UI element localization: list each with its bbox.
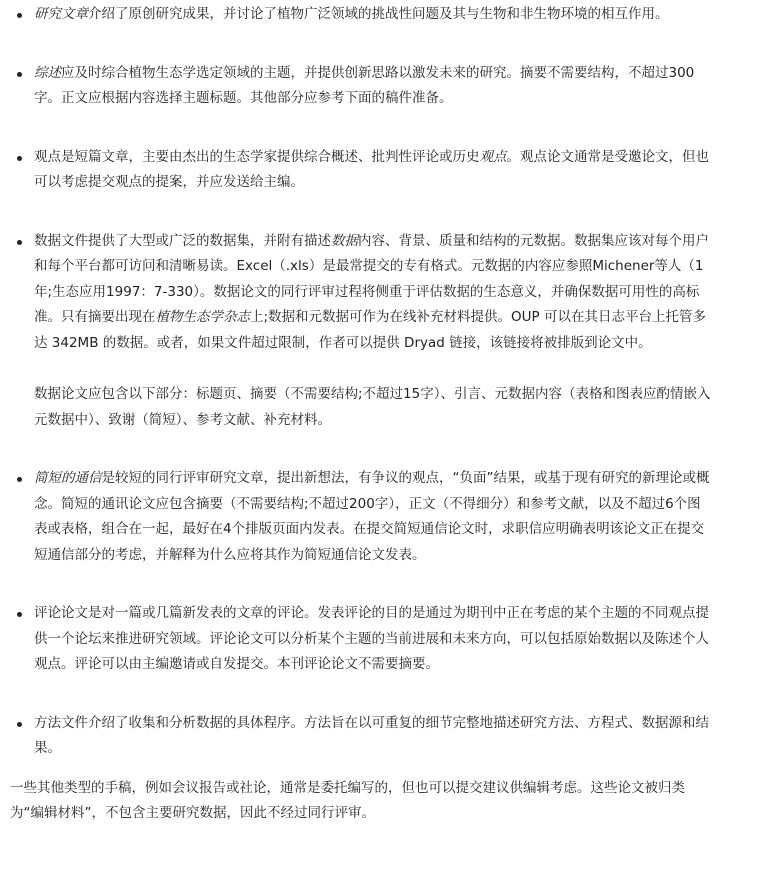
bullet-icon: [17, 240, 22, 245]
list-item-review: [0, 61, 764, 112]
item-text: 介绍了原创研究成果，并讨论了植物广泛领域的挑战性问题及其与生物和非生物环境的相互作用。: [88, 6, 669, 22]
item-italic: 数据: [331, 232, 358, 249]
bullet-icon: [17, 72, 22, 77]
data-paper-sections: 数据论文应包含以下部分：标题页、摘要（不需要结构;不超过15字）、引言、元数据内容（表格和图表应酌情嵌入元数据中）、致谢（简短）、参考文献、补充材料。: [34, 386, 711, 428]
item-text: 观点是短篇文章，主要由杰出的生态学家提供综合概述、批判性评论或历史: [34, 148, 480, 165]
list-item-commentary: [0, 601, 764, 678]
item-text: 。观点论文通常是受邀论文，但也可以考虑提交观点的提案，并应发送给主编。: [34, 148, 709, 190]
item-text: 数据文件提供了大型或广泛的数据集，并附有描述: [34, 232, 331, 249]
bullet-icon: [17, 156, 22, 161]
article-type-list: [0, 2, 764, 762]
list-item-research-article: [0, 2, 764, 28]
list-item-short-communication: [0, 466, 764, 568]
list-item-methods: [0, 711, 764, 762]
item-lead: 简短的通信: [34, 470, 102, 486]
item-text: 是较短的同行评审研究文章，提出新想法，有争议的观点，“负面”结果，或基于现有研究的新理论或概念。简短的通讯论文应包含摘要（不需要结构;不超过200字），正文（不得细分）和参考文献，以及不超过6个图表或表格，组合在一起，最好在4个排版页面内发表。在提交简短通信论文时，求职信应明确表明该论文正在提交短通信部分的考虑，并解释为什么应将其作为简短通信论文发表。: [34, 470, 710, 563]
item-italic: 观点: [479, 148, 507, 165]
bullet-icon: [17, 477, 22, 482]
item-lead: 研究文章: [34, 6, 88, 22]
bullet-icon: [17, 722, 22, 727]
item-text: 方法文件介绍了收集和分析数据的具体程序。方法旨在以可重复的细节完整地描述研究方法、方程式、数据源和结果。: [34, 714, 709, 756]
item-text: 内容、背景、质量和结构的元数据。数据集应该对每个用户和每个平台都可访问和清晰易读。Excel（.xls）是最常提交的专有格式。元数据的内容应参照Michener等人（1年;生态应用1997：7-330）。数据论文的同行评审过程将侧重于评估数据的生态意义，并确保数据可用性的高标准。只有摘要出现在: [34, 232, 709, 325]
list-item-data-paper: [0, 229, 764, 434]
closing-paragraph: 一些其他类型的手稿，例如会议报告或社论，通常是委托编写的，但也可以提交建议供编辑考虑。这些论文被归类为“编辑材料”，不包含主要研究数据，因此不经过同行评审。: [10, 779, 685, 821]
item-text: 应及时综合植物生态学选定领域的主题，并提供创新思路以激发未来的研究。摘要不需要结构，不超过300字。正文应根据内容选择主题标题。其他部分应参考下面的稿件准备。: [34, 64, 695, 106]
bullet-icon: [17, 13, 22, 18]
journal-name: 植物生态学杂志: [155, 309, 250, 325]
item-text: 上;数据和元数据可作为在线补充材料提供。OUP 可以在其日志平台上托管多达 342MB 的数据。或者，如果文件超过限制，作者可以提供 Dryad 链接，该链接将被排版到论文中。: [34, 309, 706, 351]
item-text: 评论论文是对一篇或几篇新发表的文章的评论。发表评论的目的是通过为期刊中正在考虑的某个主题的不同观点提供一个论坛来推进研究领域。评论论文可以分析某个主题的当前进展和未来方向，可以包括原始数据以及陈述个人观点。评论可以由主编邀请或自发提交。本刊评论论文不需要摘要。: [34, 605, 709, 672]
item-lead: 综述: [34, 64, 61, 81]
bullet-icon: [17, 612, 22, 617]
list-item-viewpoint: [0, 145, 764, 196]
